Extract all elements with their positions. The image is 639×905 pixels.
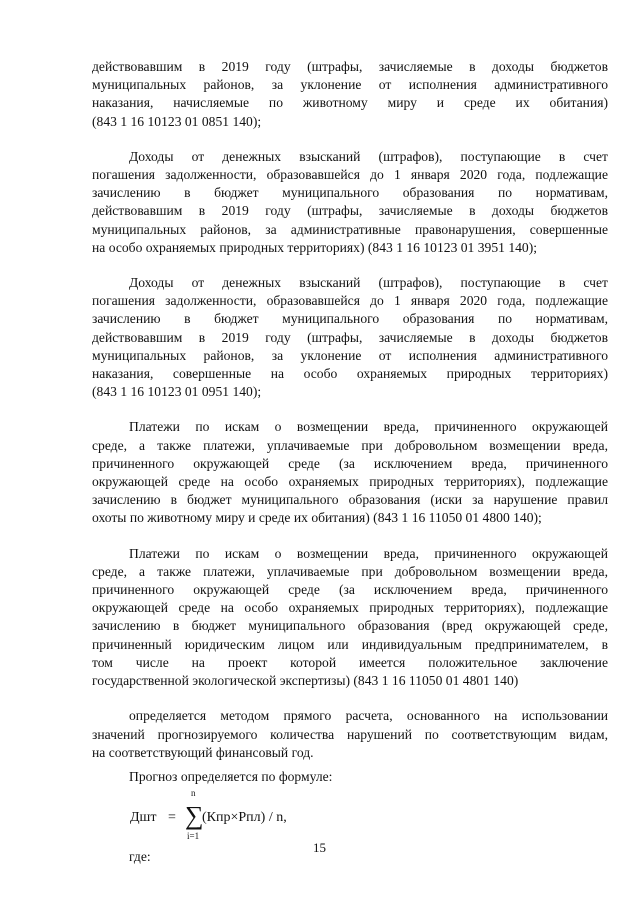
text-line: причиненный юридическим лицом или индивидуальным предпринимателем, в <box>92 636 608 652</box>
formula-equals: = <box>168 810 176 826</box>
text-line: причиненного окружающей среде (за исключением вреда, причиненного <box>92 582 608 598</box>
text-line: муниципальных районов, за административные правонарушения, совершенные <box>92 221 608 237</box>
text-line: среде, а также платежи, уплачиваемые при добровольном возмещении вреда, <box>92 437 608 453</box>
text-line: (843 1 16 10123 01 0951 140); <box>92 384 262 400</box>
text-line: на особо охраняемых природных территориях) (843 1 16 10123 01 3951 140); <box>92 239 538 255</box>
text-line: том числе на проект которой имеется положительное заключение <box>92 654 608 670</box>
sigma-symbol: ∑ <box>185 801 204 831</box>
text-line: зачислению в бюджет муниципального образования по нормативам, <box>92 311 608 327</box>
document-page <box>92 58 608 866</box>
text-line: зачислению в бюджет муниципального образования (иски за нарушение правил <box>92 492 608 508</box>
paragraph-3 <box>92 274 608 401</box>
where-label: где: <box>129 849 151 865</box>
sum-lower-limit: i=1 <box>187 831 200 842</box>
text-line: среде, а также платежи, уплачиваемые при добровольном возмещении вреда, <box>92 563 608 579</box>
paragraph-2 <box>92 148 608 257</box>
text-line: Доходы от денежных взысканий (штрафов), поступающие в счет <box>129 148 608 164</box>
text-line: значений прогнозируемого количества нарушений по соответствующим видам, <box>92 726 608 742</box>
text-line: Доходы от денежных взысканий (штрафов), поступающие в счет <box>129 275 608 291</box>
text-line: наказания, совершенные на особо охраняемых природных территориях) <box>92 366 608 382</box>
text-line: определяется методом прямого расчета, основанного на использовании <box>129 708 608 724</box>
paragraph-6 <box>92 707 608 762</box>
text-line: действовавшим в 2019 году (штрафы, зачисляемые в доходы бюджетов <box>92 329 608 345</box>
text-line: погашения задолженности, образовавшейся до 1 января 2020 года, подлежащие <box>92 167 608 183</box>
sum-upper-limit: n <box>191 788 196 799</box>
text-line: причиненного окружающей среде (за исключением вреда, причиненного <box>92 455 608 471</box>
text-line: охоты по животному миру и среде их обитания) (843 1 16 11050 01 4800 140); <box>92 510 542 526</box>
text-line: Платежи по искам о возмещении вреда, причиненного окружающей <box>129 419 608 435</box>
text-line: Платежи по искам о возмещении вреда, причиненного окружающей <box>129 545 608 561</box>
text-line: погашения задолженности, образовавшейся до 1 января 2020 года, подлежащие <box>92 293 608 309</box>
paragraph-4 <box>92 418 608 527</box>
page-number: 15 <box>313 840 326 855</box>
text-line: действовавшим в 2019 году (штрафы, зачисляемые в доходы бюджетов <box>92 203 608 219</box>
paragraph-5 <box>92 545 608 691</box>
text-line: наказания, начисляемые по животному миру и среде их обитания) <box>92 95 608 111</box>
text-line: муниципальных районов, за уклонение от исполнения административного <box>92 77 608 93</box>
text-line: окружающей среде на особо охраняемых природных территориях), подлежащие <box>92 474 608 490</box>
text-line: окружающей среде на особо охраняемых природных территориях), подлежащие <box>92 600 608 616</box>
formula-body: (Кпр×Рпл) / n, <box>202 810 287 826</box>
text-line: действовавшим в 2019 году (штрафы, зачисляемые в доходы бюджетов <box>92 59 608 74</box>
formula-lhs: Дшт <box>130 810 157 826</box>
forecast-formula <box>92 788 608 846</box>
text-line: муниципальных районов, за уклонение от исполнения административного <box>92 347 608 363</box>
text-line: Прогноз определяется по формуле: <box>129 768 333 784</box>
text-line: (843 1 16 10123 01 0851 140); <box>92 113 262 129</box>
text-line: зачислению в бюджет муниципального образования (вред окружающей среде, <box>92 618 608 634</box>
paragraph-1 <box>92 58 608 131</box>
text-line: зачислению в бюджет муниципального образования по нормативам, <box>92 185 608 201</box>
paragraph-7 <box>92 768 608 786</box>
text-line: на соответствующий финансовый год. <box>92 744 314 760</box>
text-line: государственной экологической экспертизы) (843 1 16 11050 01 4801 140) <box>92 673 519 689</box>
